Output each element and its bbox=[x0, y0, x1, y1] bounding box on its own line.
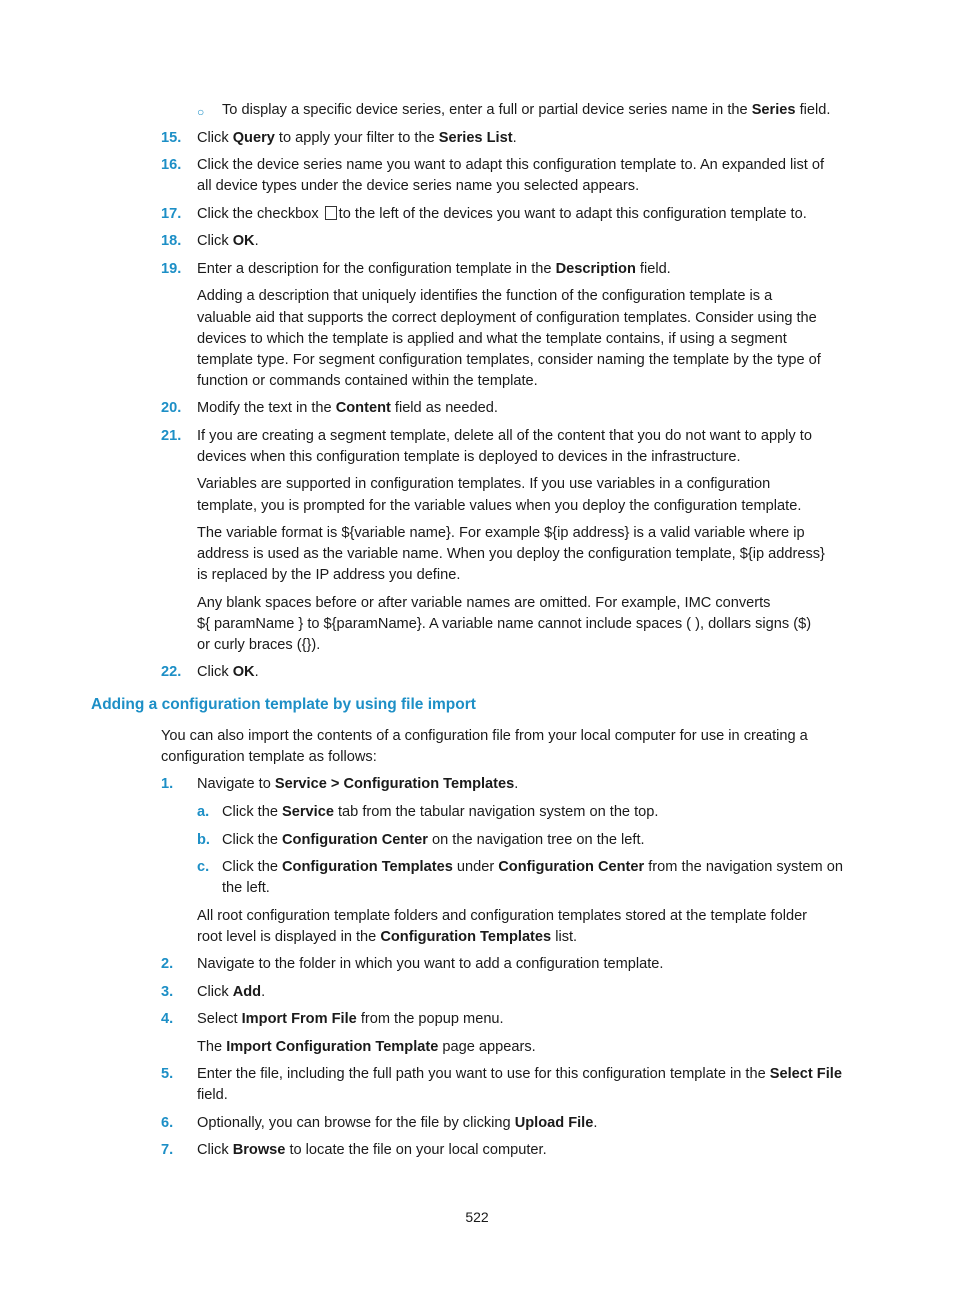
step-7-text: Click Browse to locate the file on your local computer. bbox=[197, 1142, 547, 1158]
step-19-text: Enter a description for the configuration template in the Description field. bbox=[197, 261, 671, 277]
step-15-text: Click Query to apply your filter to the Series List. bbox=[197, 130, 517, 146]
substep-letter: c. bbox=[197, 859, 210, 875]
substep-c-line2: the left. bbox=[222, 880, 270, 896]
section-heading: Adding a configuration template by using file import bbox=[91, 696, 476, 713]
step-21-line: is replaced by the IP address you define. bbox=[197, 567, 461, 583]
step-18-text: Click OK. bbox=[197, 233, 259, 249]
step-number: 22. bbox=[161, 664, 182, 680]
step-number: 3. bbox=[161, 984, 174, 1000]
step-5-line2: field. bbox=[197, 1087, 228, 1103]
substep-a-text: Click the Service tab from the tabular navigation system on the top. bbox=[222, 804, 659, 820]
intro-line: configuration template as follows: bbox=[161, 749, 377, 765]
step-number: 15. bbox=[161, 130, 182, 146]
step-21-line: If you are creating a segment template, delete all of the content that you do not want to apply to bbox=[197, 428, 812, 444]
substep-letter: a. bbox=[197, 804, 210, 820]
step-number: 16. bbox=[161, 157, 182, 173]
step-19-para-line: function or commands contained within the template. bbox=[197, 373, 538, 389]
step-21-line: or curly braces ({}). bbox=[197, 637, 321, 653]
step-19-para-line: template type. For segment configuration templates, consider naming the template by the type of bbox=[197, 352, 821, 368]
page-number: 522 bbox=[465, 1209, 489, 1225]
substep-c-text: Click the Configuration Templates under Configuration Center from the navigation system on bbox=[222, 859, 843, 875]
root-line: All root configuration template folders and configuration templates stored at the template folder bbox=[197, 908, 808, 924]
step-16-line2: all device types under the device series name you selected appears. bbox=[197, 178, 640, 194]
step-number: 21. bbox=[161, 428, 182, 444]
step-5-text: Enter the file, including the full path you want to use for this configuration template in the Select File bbox=[197, 1066, 842, 1082]
step-19-para-line: valuable aid that supports the correct deployment of configuration templates. Consider using the bbox=[197, 310, 817, 326]
step-22-text: Click OK. bbox=[197, 664, 259, 680]
step-number: 20. bbox=[161, 400, 182, 416]
step-6-text: Optionally, you can browse for the file by clicking Upload File. bbox=[197, 1115, 598, 1131]
step-21-line: The variable format is ${variable name}. For example ${ip address} is a valid variable where ip bbox=[197, 525, 805, 541]
step-number: 4. bbox=[161, 1011, 174, 1027]
checkbox-icon bbox=[325, 206, 337, 220]
step-number: 17. bbox=[161, 206, 182, 222]
intro-line: You can also import the contents of a configuration file from your local computer for use in creating a bbox=[161, 728, 808, 744]
step-16-line1: Click the device series name you want to adapt this configuration template to. An expanded list of bbox=[197, 157, 825, 173]
step-20-text: Modify the text in the Content field as needed. bbox=[197, 400, 498, 416]
step-3-text: Click Add. bbox=[197, 984, 266, 1000]
step-number: 19. bbox=[161, 261, 182, 277]
step-21-line: devices when this configuration template is deployed to devices in the infrastructure. bbox=[197, 449, 741, 465]
step-21-line: ${ paramName } to ${paramName}. A variable name cannot include spaces ( ), dollars signs ($) bbox=[197, 616, 812, 632]
step-21-line: template, you is prompted for the variable values when you deploy the configuration template. bbox=[197, 498, 802, 514]
step-21-line: address is used as the variable name. When you deploy the configuration template, ${ip address} bbox=[197, 546, 825, 562]
step-4-text: Select Import From File from the popup menu. bbox=[197, 1011, 504, 1027]
step-number: 5. bbox=[161, 1066, 174, 1082]
step-19-para-line: devices to which the template is applied and what the template contains, if using a segment bbox=[197, 331, 787, 347]
step-4-para: The Import Configuration Template page appears. bbox=[197, 1039, 536, 1055]
step-19-para-line: Adding a description that uniquely identifies the function of the configuration template is a bbox=[197, 288, 773, 304]
substep-b-text: Click the Configuration Center on the navigation tree on the left. bbox=[222, 832, 645, 848]
step-number: 7. bbox=[161, 1142, 174, 1158]
bullet-circle-icon: ○ bbox=[197, 105, 205, 119]
step-number: 18. bbox=[161, 233, 182, 249]
step-number: 1. bbox=[161, 776, 174, 792]
step-21-line: Variables are supported in configuration templates. If you use variables in a configuration bbox=[197, 476, 771, 492]
bullet-series-text: To display a specific device series, enter a full or partial device series name in the Series field. bbox=[222, 102, 831, 118]
root-line: root level is displayed in the Configuration Templates list. bbox=[197, 929, 578, 945]
substep-letter: b. bbox=[197, 832, 210, 848]
step-number: 2. bbox=[161, 956, 174, 972]
step-number: 6. bbox=[161, 1115, 174, 1131]
step-21-line: Any blank spaces before or after variable names are omitted. For example, IMC converts bbox=[197, 595, 771, 611]
step-17-text: Click the checkbox to the left of the devices you want to adapt this configuration template to. bbox=[197, 206, 807, 222]
step-2-text: Navigate to the folder in which you want to add a configuration template. bbox=[197, 956, 664, 972]
step-1-text: Navigate to Service > Configuration Templates. bbox=[197, 776, 519, 792]
